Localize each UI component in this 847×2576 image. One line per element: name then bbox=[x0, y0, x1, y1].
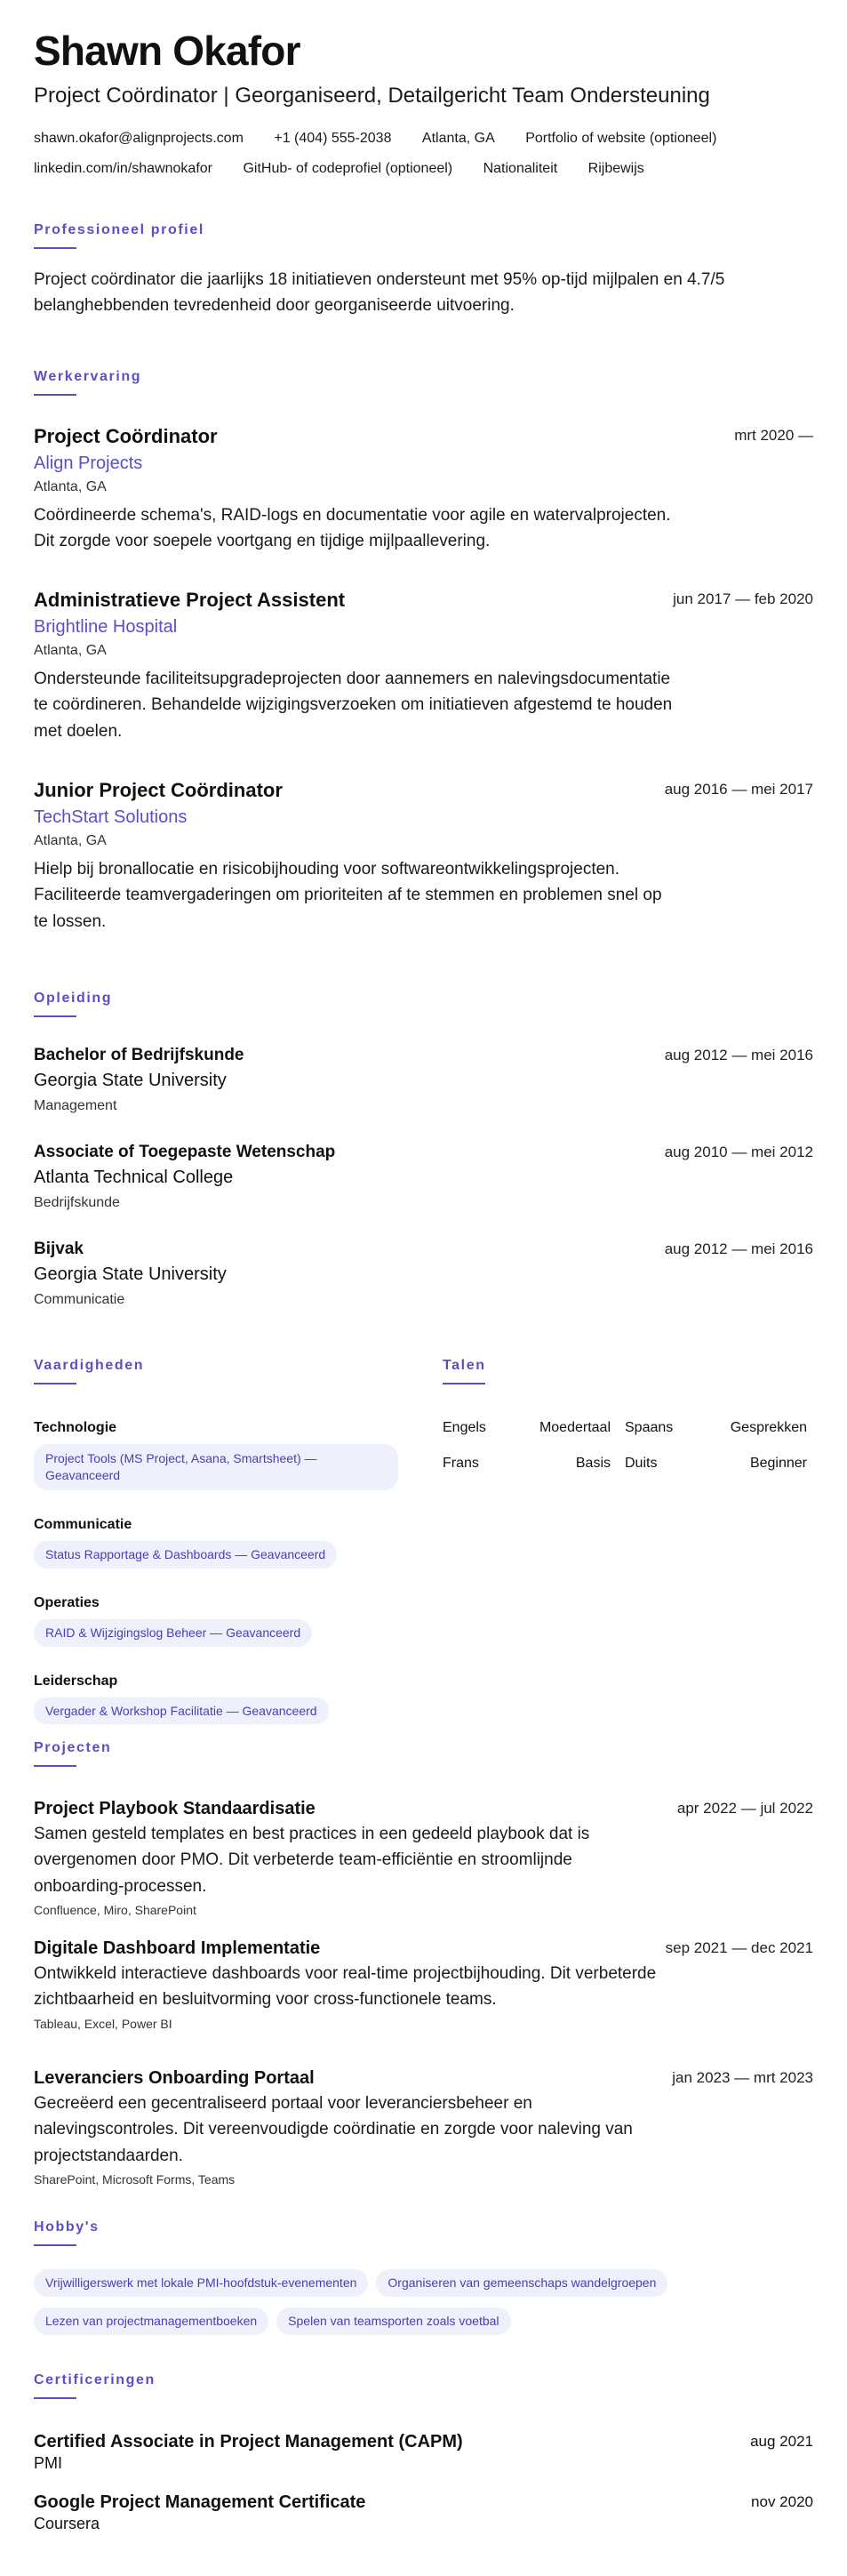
skill-category: Technologie bbox=[34, 1420, 117, 1435]
section-title-profile: Professioneel profiel bbox=[34, 222, 204, 237]
project-title: Project Playbook Standaardisatie bbox=[34, 1799, 316, 1818]
language-row bbox=[443, 1456, 816, 1491]
section-title-hobbies: Hobby's bbox=[34, 2219, 100, 2235]
project-date: jan 2023 — mrt 2023 bbox=[672, 2069, 813, 2086]
education-date: aug 2012 — mei 2016 bbox=[664, 1047, 813, 1063]
skills-list bbox=[34, 1420, 416, 1751]
education-entry bbox=[34, 1143, 813, 1211]
section-title-experience: Werkervaring bbox=[34, 369, 142, 384]
skill-group bbox=[34, 1420, 416, 1490]
certification-title: Google Project Management Certificate bbox=[34, 2492, 366, 2512]
job-description: Hielp bij bronallocatie en risicobijhouding voor softwareontwikkelingsprojecten. Faciliteerde teamvergaderingen om prioriteiten af te stemmen en problemen snel op te lossen. bbox=[34, 860, 662, 931]
skill-chip: RAID & Wijzigingslog Beheer — Geavanceerd bbox=[34, 1619, 312, 1647]
skill-group bbox=[34, 1673, 416, 1725]
degree: Associate of Toegepaste Wetenschap bbox=[34, 1143, 336, 1161]
skill-chip: Status Rapportage & Dashboards — Geavanceerd bbox=[34, 1541, 337, 1569]
language-level: Basis bbox=[575, 1456, 611, 1471]
hobby-chip: Lezen van projectmanagementboeken bbox=[34, 2307, 268, 2335]
skill-category: Leiderschap bbox=[34, 1673, 118, 1689]
contact-license: Rijbewijs bbox=[587, 161, 644, 176]
project-entry bbox=[34, 1799, 813, 1917]
job-title: Project Coördinator bbox=[34, 425, 218, 447]
job-date: mrt 2020 — bbox=[734, 427, 813, 444]
experience-entry bbox=[34, 589, 813, 744]
school: Atlanta Technical College bbox=[34, 1168, 234, 1187]
project-date: sep 2021 — dec 2021 bbox=[665, 1939, 813, 1956]
candidate-name: Shawn Okafor bbox=[34, 28, 300, 74]
language-level: Beginner bbox=[749, 1456, 807, 1471]
languages-list bbox=[443, 1420, 816, 1491]
contact-location: Atlanta, GA bbox=[421, 131, 495, 146]
language-item bbox=[625, 1420, 807, 1456]
language-item bbox=[443, 1420, 625, 1456]
language-item bbox=[443, 1456, 625, 1491]
profile-text: Project coördinator die jaarlijks 18 initiatieven ondersteunt met 95% op-tijd mijlpalen en 4.7/5 belanghebbenden tevredenheid door georganiseerde uitvoering. bbox=[34, 270, 725, 316]
school: Georgia State University bbox=[34, 1071, 227, 1090]
project-date: apr 2022 — jul 2022 bbox=[676, 1800, 813, 1817]
project-entry bbox=[34, 1938, 813, 2031]
skill-group bbox=[34, 1595, 416, 1647]
degree: Bijvak bbox=[34, 1240, 84, 1258]
job-title: Administratieve Project Assistent bbox=[34, 589, 346, 611]
certification-entry bbox=[34, 2432, 813, 2473]
certification-date: nov 2020 bbox=[751, 2493, 813, 2510]
language-item bbox=[625, 1456, 807, 1491]
job-company: TechStart Solutions bbox=[34, 807, 188, 827]
project-description: Samen gesteld templates en best practices in een gedeeld playbook dat is overgenomen door PMO. Dit verbeterde team-efficiëntie en stroomlijnde onboarding-processen. bbox=[34, 1825, 590, 1896]
field-of-study: Bedrijfskunde bbox=[34, 1195, 120, 1210]
project-title: Digitale Dashboard Implementatie bbox=[34, 1938, 321, 1958]
project-title: Leveranciers Onboarding Portaal bbox=[34, 2068, 315, 2088]
experience-entry bbox=[34, 779, 813, 935]
hobby-chip: Spelen van teamsporten zoals voetbal bbox=[276, 2307, 510, 2335]
language-name: Spaans bbox=[625, 1420, 674, 1435]
field-of-study: Communicatie bbox=[34, 1292, 125, 1307]
skill-chip: Project Tools (MS Project, Asana, Smartsheet) — Geavanceerd bbox=[34, 1444, 398, 1490]
job-date: jun 2017 — feb 2020 bbox=[673, 590, 813, 607]
section-title-education: Opleiding bbox=[34, 991, 113, 1006]
job-company: Align Projects bbox=[34, 453, 143, 473]
project-description: Gecreëerd een gecentraliseerd portaal voor leveranciersbeheer en nalevingscontroles. Dit vereenvoudigde coördinatie en zorgde voor naleving van projectstandaarden. bbox=[34, 2094, 633, 2165]
language-name: Frans bbox=[443, 1456, 479, 1471]
language-level: Moedertaal bbox=[539, 1420, 611, 1435]
experience-entry bbox=[34, 425, 813, 555]
job-location: Atlanta, GA bbox=[34, 643, 107, 658]
language-row bbox=[443, 1420, 816, 1456]
school: Georgia State University bbox=[34, 1264, 227, 1284]
job-description: Coördineerde schema's, RAID-logs en documentatie voor agile en watervalprojecten. Dit zorgde voor soepele voortgang en tijdige mijlpaallevering. bbox=[34, 506, 671, 551]
contact-email[interactable]: shawn.okafor@alignprojects.com bbox=[34, 131, 244, 146]
contact-phone[interactable]: +1 (404) 555-2038 bbox=[274, 131, 392, 146]
certification-date: aug 2021 bbox=[750, 2433, 813, 2450]
certification-entry bbox=[34, 2492, 813, 2533]
contact-github[interactable]: GitHub- of codeprofiel (optioneel) bbox=[243, 161, 453, 176]
project-description: Ontwikkeld interactieve dashboards voor real-time projectbijhouding. Dit verbeterde zichtbaarheid en besluitvorming voor cross-functionele teams. bbox=[34, 1964, 657, 2010]
section-title-languages: Talen bbox=[443, 1358, 486, 1373]
job-location: Atlanta, GA bbox=[34, 479, 107, 494]
hobbies-list bbox=[34, 2269, 813, 2346]
project-tools: SharePoint, Microsoft Forms, Teams bbox=[34, 2172, 236, 2187]
job-title: Junior Project Coördinator bbox=[34, 779, 283, 801]
skill-chip: Vergader & Workshop Facilitatie — Geavanceerd bbox=[34, 1697, 329, 1725]
job-company: Brightline Hospital bbox=[34, 617, 178, 637]
section-title-certifications: Certificeringen bbox=[34, 2372, 156, 2387]
skill-category: Operaties bbox=[34, 1594, 100, 1610]
headline: Project Coördinator | Georganiseerd, Detailgericht Team Ondersteuning bbox=[34, 84, 710, 108]
contact-portfolio[interactable]: Portfolio of website (optioneel) bbox=[525, 131, 717, 146]
contact-row-2 bbox=[34, 161, 671, 177]
contact-nationality: Nationaliteit bbox=[483, 161, 558, 176]
field-of-study: Management bbox=[34, 1098, 117, 1113]
project-tools: Tableau, Excel, Power BI bbox=[34, 2016, 172, 2031]
section-title-skills: Vaardigheden bbox=[34, 1358, 145, 1373]
job-description: Ondersteunde faciliteitsupgradeprojecten door aannemers en nalevingsdocumentatie te coördineren. Behandelde wijzigingsverzoeken om initiatieven afgestemd te houden met doelen. bbox=[34, 670, 673, 741]
job-location: Atlanta, GA bbox=[34, 833, 107, 848]
project-entry bbox=[34, 2068, 813, 2187]
education-date: aug 2012 — mei 2016 bbox=[664, 1240, 813, 1257]
education-date: aug 2010 — mei 2012 bbox=[664, 1144, 813, 1160]
contact-row-1 bbox=[34, 131, 743, 147]
certification-issuer: PMI bbox=[34, 2454, 63, 2472]
job-date: aug 2016 — mei 2017 bbox=[664, 781, 813, 798]
skill-category: Communicatie bbox=[34, 1516, 132, 1532]
degree: Bachelor of Bedrijfskunde bbox=[34, 1046, 244, 1064]
skill-group bbox=[34, 1517, 416, 1569]
hobby-chip: Organiseren van gemeenschaps wandelgroepen bbox=[376, 2269, 667, 2297]
project-tools: Confluence, Miro, SharePoint bbox=[34, 1903, 196, 1918]
certification-title: Certified Associate in Project Management (CAPM) bbox=[34, 2432, 463, 2452]
certification-issuer: Coursera bbox=[34, 2515, 100, 2532]
language-name: Duits bbox=[625, 1456, 658, 1471]
language-name: Engels bbox=[443, 1420, 486, 1435]
education-entry bbox=[34, 1240, 813, 1308]
hobby-chip: Vrijwilligerswerk met lokale PMI-hoofdstuk-evenementen bbox=[34, 2269, 368, 2297]
education-entry bbox=[34, 1046, 813, 1114]
section-title-projects: Projecten bbox=[34, 1740, 112, 1755]
language-level: Gesprekken bbox=[730, 1420, 807, 1435]
contact-linkedin[interactable]: linkedin.com/in/shawnokafor bbox=[34, 161, 212, 176]
